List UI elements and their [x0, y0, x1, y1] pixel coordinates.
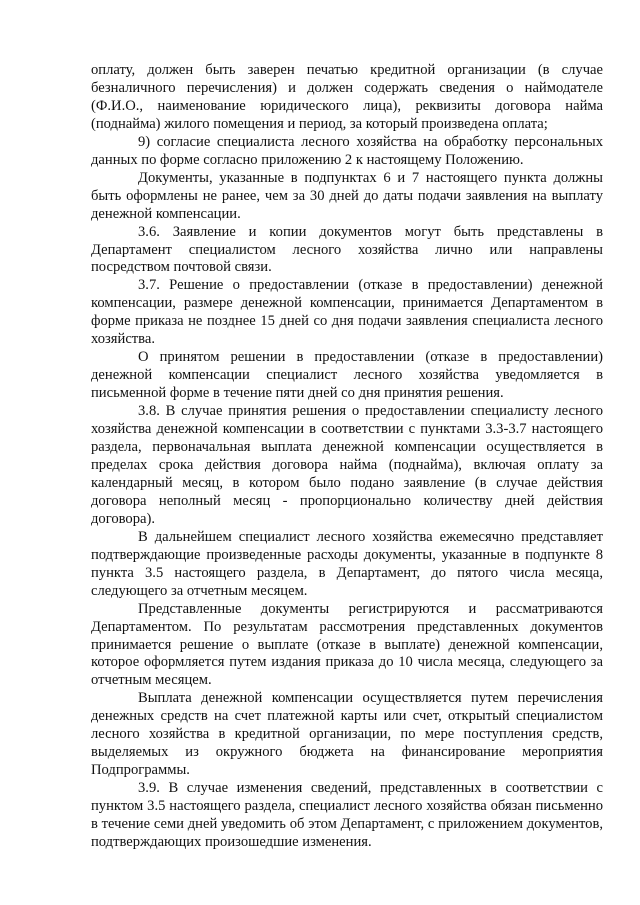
paragraph-item-9: 9) согласие специалиста лесного хозяйства на обработку персональных данных по форме согласно приложению 2 к настоящему Положению. — [91, 133, 603, 168]
paragraph-3-9: 3.9. В случае изменения сведений, представленных в соответствии с пунктом 3.5 настоящего раздела, специалист лесного хозяйства обязан письменно в течение семи дней уведомить об этом Департамент, с приложением документов, подтверждающих произошедшие изменения. — [91, 780, 603, 850]
paragraph-continuation: оплату, должен быть заверен печатью кредитной организации (в случае безналичного перечисления) и должен содержать сведения о наймодателе (Ф.И.О., наименование юридического лица), реквизиты договора найма (поднайма) жилого помещения и период, за который произведена оплата; — [91, 62, 603, 132]
paragraph-monthly-documents: В дальнейшем специалист лесного хозяйства ежемесячно представляет подтверждающие произведенные расходы документы, указанные в подпункте 8 пункта 3.5 настоящего раздела, в Департамент, до пятого числа месяца, следующего за отчетным месяцем. — [91, 528, 603, 599]
paragraph-3-8: 3.8. В случае принятия решения о предоставлении специалисту лесного хозяйства денежной компенсации в соответствии с пунктами 3.3-3.7 настоящего раздела, первоначальная выплата денежной компенсации осуществляется в пределах срока действия договора найма (поднайма), включая оплату за календарный месяц, в котором было подано заявление (в случае действия договора неполный месяц - пропорционально количеству дней действия договора). — [91, 403, 603, 527]
paragraph-decision-notice: О принятом решении в предоставлении (отказе в предоставлении) денежной компенсации специалист лесного хозяйства уведомляется в письменной форме в течение пяти дней со дня принятия решения. — [91, 349, 603, 402]
paragraph-3-6: 3.6. Заявление и копии документов могут быть представлены в Департамент специалистом лесного хозяйства лично или направлены посредством почтовой связи. — [91, 223, 603, 276]
paragraph-payment: Выплата денежной компенсации осуществляется путем перечисления денежных средств на счет платежной карты или счет, открытый специалистом лесного хозяйства в кредитной организации, по мере поступления средств, выделяемых из окружного бюджета на финансирование мероприятия Подпрограммы. — [91, 690, 603, 779]
paragraph-registration: Представленные документы регистрируются и рассматриваются Департаментом. По результатам рассмотрения представленных документов принимается решение о выплате (отказе в выплате) денежной компенсации, которое оформляется путем издания приказа до 10 числа месяца, следующего за отчетным месяцем. — [91, 600, 603, 689]
paragraph-3-7: 3.7. Решение о предоставлении (отказе в предоставлении) денежной компенсации, размере денежной компенсации, принимается Департаментом в форме приказа не позднее 15 дней со дня подачи заявления специалиста лесного хозяйства. — [91, 277, 603, 348]
document-page — [91, 62, 603, 852]
paragraph-documents-note: Документы, указанные в подпунктах 6 и 7 настоящего пункта должны быть оформлены не ранее, чем за 30 дней до даты подачи заявления на выплату денежной компенсации. — [91, 169, 603, 222]
